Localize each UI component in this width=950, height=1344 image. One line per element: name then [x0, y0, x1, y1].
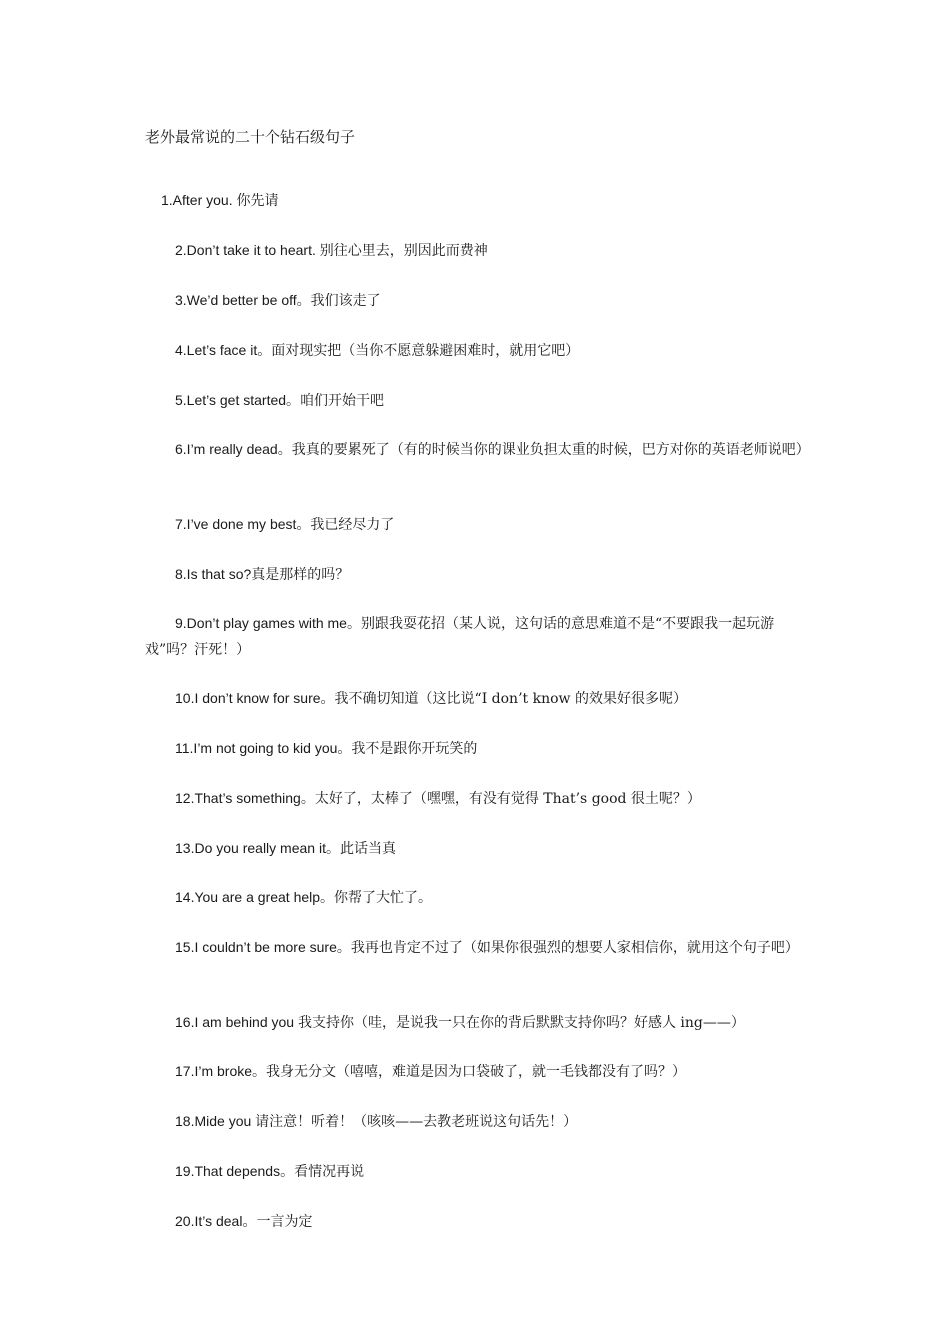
phrase-chinese: 。面对现实把（当你不愿意躲避困难时，就用它吧） — [257, 343, 580, 359]
phrase-english: 15.I couldn’t be more sure — [175, 939, 337, 955]
phrase-item — [145, 288, 810, 314]
phrase-chinese: 。我不是跟你开玩笑的 — [337, 741, 478, 757]
phrase-english: 6.I’m really dead — [175, 441, 278, 457]
phrase-chinese: 。我已经尽力了 — [296, 517, 395, 533]
phrase-english: 1.After you. — [161, 192, 237, 208]
phrase-item — [145, 1010, 810, 1036]
phrase-chinese: 。看情况再说 — [280, 1164, 365, 1180]
phrase-chinese: 。咱们开始干吧 — [286, 393, 385, 409]
phrase-item — [145, 611, 810, 663]
phrase-english: 7.I’ve done my best — [175, 516, 297, 532]
phrase-item — [145, 188, 810, 214]
phrase-chinese: 请注意！听着！（咳咳——去教老班说这句话先！） — [255, 1114, 578, 1130]
phrase-english: 17.I’m broke — [175, 1063, 253, 1079]
phrase-english: 18.Mide you — [175, 1113, 256, 1129]
phrase-chinese: 。我真的要累死了（有的时候当你的课业负担太重的时候，巴方对你的英语老师说吧） — [277, 442, 810, 458]
phrase-item — [145, 238, 810, 264]
phrase-item — [145, 885, 810, 911]
phrase-english: 20.It’s deal — [175, 1213, 243, 1229]
phrase-chinese: 真是那样的吗？ — [251, 567, 350, 583]
phrase-item — [145, 338, 810, 364]
phrase-chinese: 。一言为定 — [242, 1214, 313, 1230]
phrase-english: 8.Is that so? — [175, 566, 252, 582]
phrase-english: 5.Let’s get started — [175, 392, 287, 408]
phrase-item — [145, 562, 810, 588]
phrase-english: 9.Don’t play games with me — [175, 615, 347, 631]
phrase-item — [145, 388, 810, 414]
phrase-chinese: 。我们该走了 — [296, 293, 381, 309]
phrase-item — [145, 437, 810, 463]
phrase-chinese: 。你帮了大忙了。 — [320, 890, 433, 906]
phrase-english: 16.I am behind you — [175, 1014, 298, 1030]
phrase-chinese: 。我身无分文（嘻嘻，难道是因为口袋破了，就一毛钱都没有了吗？） — [252, 1064, 687, 1080]
phrase-english: 12.That’s something — [175, 790, 301, 806]
phrase-chinese: 。太好了，太棒了（嘿嘿，有没有觉得 That’s good 很土呢？） — [300, 791, 701, 807]
phrase-chinese: 别往心里去，别因此而费神 — [319, 243, 488, 259]
phrase-item — [145, 786, 810, 812]
phrase-item — [145, 686, 810, 712]
phrase-item — [145, 1209, 810, 1235]
phrase-english: 11.I’m not going to kid you — [175, 740, 338, 756]
phrase-item — [145, 512, 810, 538]
phrase-english: 14.You are a great help — [175, 889, 321, 905]
phrase-english: 19.That depends — [175, 1163, 281, 1179]
phrase-item — [145, 736, 810, 762]
document-title: 老外最常说的二十个钻石级句子 — [145, 128, 356, 146]
phrase-chinese: 我支持你（哇，是说我一只在你的背后默默支持你吗？好感人 ing——） — [297, 1015, 745, 1031]
phrase-chinese: 。我再也肯定不过了（如果你很强烈的想要人家相信你，就用这个句子吧） — [336, 940, 799, 956]
phrase-item — [145, 1059, 810, 1085]
phrase-english: 13.Do you really mean it — [175, 840, 326, 856]
phrase-item — [145, 1109, 810, 1135]
phrase-chinese: 。此话当真 — [325, 841, 396, 857]
phrase-chinese: 。别跟我耍花招（某人说，这句话的意思难道不是“不要跟我一起玩游戏”吗？汗死！） — [145, 616, 775, 658]
phrase-english: 3.We’d better be off — [175, 292, 297, 308]
phrase-english: 4.Let’s face it — [175, 342, 258, 358]
phrase-chinese: 你先请 — [236, 193, 279, 209]
phrase-chinese: 。我不确切知道（这比说“I don’t know 的效果好很多呢） — [320, 691, 687, 707]
phrase-item — [145, 935, 810, 961]
phrase-english: 2.Don’t take it to heart. — [175, 242, 320, 258]
phrase-english: 10.I don’t know for sure — [175, 690, 321, 706]
phrase-item — [145, 836, 810, 862]
phrase-item — [145, 1159, 810, 1185]
